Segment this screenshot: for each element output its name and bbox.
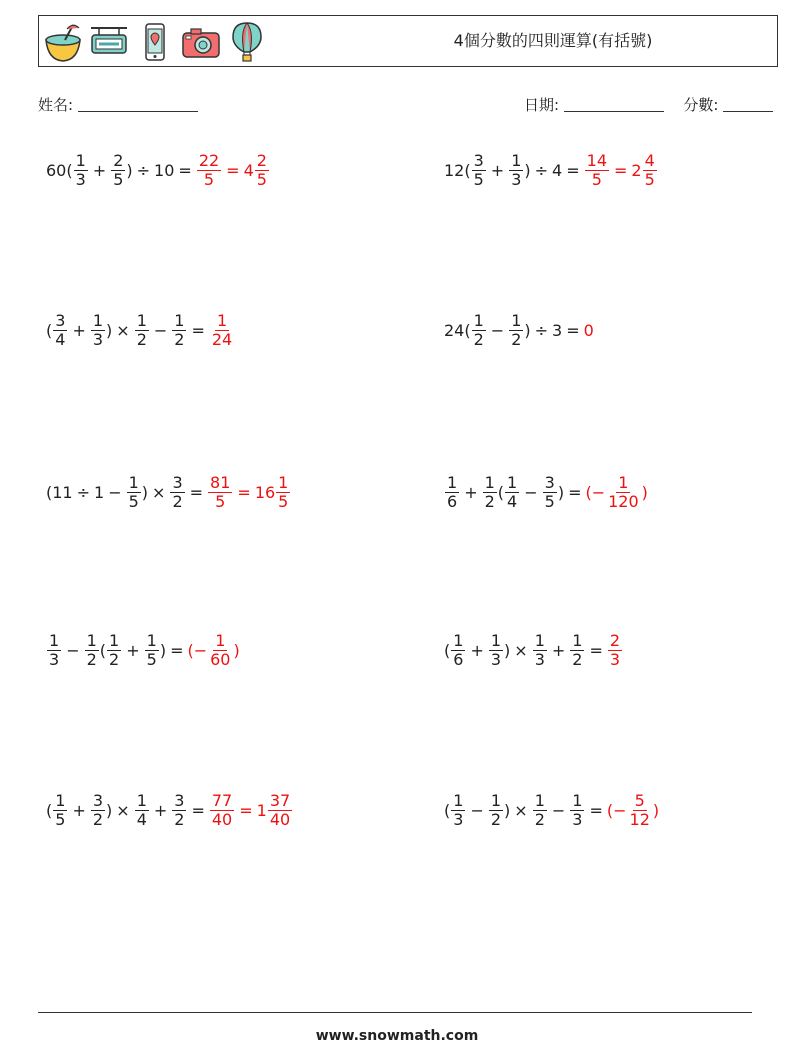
expression-text: ( — [99, 640, 107, 660]
denominator: 4 — [507, 491, 518, 511]
denominator: 5 — [278, 491, 289, 511]
denominator: 2 — [172, 491, 183, 511]
numerator: 1 — [146, 630, 157, 650]
denominator: 5 — [203, 169, 215, 189]
denominator: 5 — [113, 169, 124, 189]
hot-air-balloon-icon — [227, 20, 267, 64]
fraction — [135, 792, 149, 829]
fraction — [210, 312, 234, 349]
operator: = — [178, 160, 192, 180]
denominator: 2 — [534, 809, 545, 829]
denominator: 120 — [608, 491, 639, 511]
fraction — [107, 632, 121, 669]
operator: − — [108, 482, 122, 502]
operator: = — [589, 800, 603, 820]
header-icons — [43, 20, 267, 64]
fraction — [197, 152, 221, 189]
operator: − — [490, 320, 505, 340]
camera-icon — [181, 20, 221, 64]
numerator: 81 — [210, 472, 231, 492]
expression-text: ( — [444, 800, 451, 820]
expression-text: ( — [444, 640, 451, 660]
fraction — [210, 792, 234, 829]
fraction — [53, 792, 67, 829]
operator: = — [566, 160, 580, 180]
fraction — [276, 474, 290, 511]
numerator: 3 — [544, 472, 555, 492]
numerator: 1 — [490, 630, 502, 650]
operator: × — [152, 482, 166, 502]
denominator: 5 — [256, 169, 267, 189]
operator: × — [116, 800, 130, 820]
denominator: 2 — [174, 329, 185, 349]
fraction — [451, 632, 465, 669]
denominator: 5 — [473, 169, 484, 189]
fraction — [208, 474, 232, 511]
problem-6 — [444, 462, 648, 522]
fraction — [53, 312, 67, 349]
expression-text: ) — [524, 320, 531, 340]
problem-10 — [444, 780, 659, 840]
operator: + — [490, 160, 505, 180]
operator: = — [614, 160, 628, 180]
fraction — [509, 152, 523, 189]
fraction — [74, 152, 88, 189]
denominator: 3 — [92, 329, 104, 349]
coconut-drink-icon — [43, 20, 83, 64]
numerator: 1 — [136, 310, 147, 330]
expression-text: ) — [557, 482, 565, 502]
operator: + — [92, 160, 107, 180]
footer-divider — [38, 1012, 752, 1013]
denominator: 3 — [49, 649, 60, 669]
fraction — [489, 792, 503, 829]
numerator: 1 — [490, 790, 502, 810]
numerator: 5 — [634, 790, 645, 810]
fraction — [208, 632, 232, 669]
operator: = — [239, 800, 253, 820]
denominator: 5 — [146, 649, 157, 669]
expression-text: ) — [641, 482, 648, 502]
problem-5 — [46, 462, 291, 522]
numerator: 1 — [136, 790, 147, 810]
operator: × — [514, 800, 528, 820]
fraction — [111, 152, 125, 189]
expression-text: 4 — [243, 160, 254, 180]
fraction — [445, 474, 459, 511]
operator: = — [568, 482, 582, 502]
expression-text: ) — [504, 800, 511, 820]
problem-1 — [46, 140, 270, 200]
numerator: 1 — [572, 630, 583, 650]
denominator: 2 — [473, 329, 484, 349]
expression-text: ( — [497, 482, 505, 502]
denominator: 2 — [174, 809, 185, 829]
operator: − — [153, 320, 168, 340]
denominator: 3 — [534, 649, 545, 669]
name-label: 姓名: — [38, 96, 74, 114]
denominator: 3 — [490, 649, 502, 669]
fraction — [509, 312, 523, 349]
expression-text: ) — [126, 160, 133, 180]
denominator: 24 — [211, 329, 233, 349]
fraction — [145, 632, 159, 669]
numerator: 1 — [572, 790, 583, 810]
numerator: 1 — [278, 472, 289, 492]
numerator: 1 — [109, 630, 120, 650]
expression-text: 10 — [154, 160, 175, 180]
footer-site: www.snowmath.com — [315, 1028, 479, 1044]
numerator: 14 — [586, 150, 607, 170]
problem-8 — [444, 620, 623, 680]
date-label: 日期: — [524, 96, 560, 114]
denominator: 4 — [136, 809, 147, 829]
numerator: 1 — [453, 790, 464, 810]
denominator: 5 — [644, 169, 655, 189]
denominator: 40 — [269, 809, 291, 829]
expression-text: 1 — [256, 800, 267, 820]
fraction — [172, 312, 186, 349]
operator: ÷ — [76, 482, 91, 502]
score-label: 分數: — [683, 96, 719, 114]
expression-text: 16 — [254, 482, 276, 502]
fraction — [127, 474, 141, 511]
numerator: 1 — [75, 150, 86, 170]
fraction — [472, 312, 486, 349]
fraction — [543, 474, 557, 511]
fraction — [170, 474, 184, 511]
operator: + — [126, 640, 140, 660]
fraction — [91, 312, 105, 349]
fraction — [608, 632, 622, 669]
operator: + — [551, 640, 566, 660]
denominator: 5 — [544, 491, 555, 511]
expression-text: ( — [46, 320, 53, 340]
operator: = — [226, 160, 240, 180]
numerator: 1 — [447, 472, 458, 492]
operator: ÷ — [534, 160, 549, 180]
denominator: 3 — [609, 649, 621, 669]
operator: × — [116, 320, 130, 340]
name-field — [38, 94, 198, 115]
expression-text: 1 — [94, 482, 105, 502]
numerator: 3 — [172, 472, 183, 492]
numerator: 22 — [198, 150, 220, 170]
fraction — [47, 632, 61, 669]
operator: = — [589, 640, 603, 660]
worksheet-header — [38, 15, 778, 67]
numerator: 1 — [453, 630, 464, 650]
expression-text: 24( — [444, 320, 471, 340]
problem-2 — [444, 140, 658, 200]
expression-text: 60( — [46, 160, 73, 180]
operator: = — [170, 640, 184, 660]
numerator: 1 — [92, 310, 104, 330]
denominator: 3 — [453, 809, 464, 829]
fraction — [628, 792, 652, 829]
name-blank — [78, 97, 198, 112]
expression-text: ( — [46, 800, 53, 820]
fraction — [533, 792, 547, 829]
expression-text: ) — [106, 320, 113, 340]
expression-text: ) — [524, 160, 531, 180]
operator: = — [191, 320, 205, 340]
operator: + — [72, 800, 86, 820]
numerator: 1 — [473, 310, 484, 330]
expression-text: 12( — [444, 160, 471, 180]
fraction — [570, 632, 584, 669]
fraction — [91, 792, 105, 829]
numerator: 3 — [55, 310, 66, 330]
numerator: 77 — [211, 790, 233, 810]
expression-text: ) — [504, 640, 511, 660]
numerator: 1 — [128, 472, 139, 492]
denominator: 6 — [453, 649, 464, 669]
numerator: 1 — [55, 790, 66, 810]
numerator: 1 — [618, 472, 629, 492]
date-blank — [564, 97, 664, 112]
date-score-fields — [524, 94, 773, 115]
numerator: 1 — [216, 310, 228, 330]
operator: − — [524, 482, 538, 502]
numerator: 1 — [49, 630, 60, 650]
operator: ÷ — [136, 160, 151, 180]
fraction — [585, 152, 609, 189]
expression-text: ) — [233, 640, 240, 660]
expression-text: 0 — [583, 320, 594, 340]
numerator: 3 — [174, 790, 185, 810]
denominator: 5 — [128, 491, 139, 511]
operator: = — [237, 482, 251, 502]
denominator: 5 — [591, 169, 602, 189]
hotel-sign-icon — [89, 20, 129, 64]
denominator: 2 — [484, 491, 495, 511]
fraction — [451, 792, 465, 829]
operator: × — [514, 640, 528, 660]
numerator: 1 — [86, 630, 97, 650]
expression-text: (− — [187, 640, 208, 660]
expression-text: ) — [652, 800, 660, 820]
denominator: 3 — [572, 809, 583, 829]
problem-4 — [444, 300, 594, 360]
operator: = — [189, 482, 204, 502]
denominator: 6 — [447, 491, 458, 511]
fraction — [643, 152, 657, 189]
numerator: 3 — [473, 150, 484, 170]
denominator: 5 — [215, 491, 226, 511]
denominator: 2 — [572, 649, 583, 669]
expression-text: 2 — [631, 160, 642, 180]
fraction — [505, 474, 519, 511]
fraction — [172, 792, 186, 829]
fraction — [135, 312, 149, 349]
numerator: 1 — [534, 630, 545, 650]
expression-text: (11 — [46, 482, 73, 502]
denominator: 2 — [86, 649, 97, 669]
fraction — [268, 792, 292, 829]
expression-text: 4 — [552, 160, 563, 180]
operator: + — [72, 320, 86, 340]
numerator: 1 — [215, 630, 226, 650]
numerator: 2 — [113, 150, 124, 170]
score-blank — [723, 97, 773, 112]
fraction — [255, 152, 269, 189]
fraction — [472, 152, 486, 189]
numerator: 1 — [484, 472, 495, 492]
operator: − — [66, 640, 80, 660]
problem-3 — [46, 300, 235, 360]
operator: ÷ — [534, 320, 549, 340]
numerator: 1 — [511, 150, 522, 170]
fraction — [570, 792, 584, 829]
numerator: 3 — [92, 790, 104, 810]
problem-9 — [46, 780, 293, 840]
denominator: 5 — [55, 809, 66, 829]
page-title: 4個分數的四則運算(有括號) — [453, 31, 653, 50]
operator: = — [191, 800, 205, 820]
operator: + — [464, 482, 478, 502]
fraction — [85, 632, 99, 669]
numerator: 1 — [534, 790, 545, 810]
denominator: 12 — [629, 809, 650, 829]
operator: − — [470, 800, 484, 820]
denominator: 4 — [55, 329, 66, 349]
denominator: 3 — [75, 169, 86, 189]
denominator: 2 — [92, 809, 104, 829]
denominator: 2 — [136, 329, 147, 349]
numerator: 37 — [269, 790, 291, 810]
expression-text: (− — [606, 800, 627, 820]
expression-text: 3 — [552, 320, 563, 340]
operator: − — [551, 800, 566, 820]
fraction — [489, 632, 503, 669]
denominator: 2 — [109, 649, 120, 669]
numerator: 2 — [256, 150, 267, 170]
denominator: 3 — [511, 169, 522, 189]
problem-7 — [46, 620, 240, 680]
expression-text: ) — [141, 482, 149, 502]
numerator: 1 — [507, 472, 518, 492]
expression-text: (− — [585, 482, 606, 502]
fraction — [483, 474, 497, 511]
numerator: 2 — [609, 630, 621, 650]
operator: + — [153, 800, 168, 820]
denominator: 40 — [211, 809, 233, 829]
denominator: 2 — [511, 329, 522, 349]
numerator: 1 — [511, 310, 522, 330]
fraction — [533, 632, 547, 669]
numerator: 1 — [174, 310, 185, 330]
expression-text: ) — [106, 800, 113, 820]
expression-text: ) — [159, 640, 167, 660]
operator: + — [470, 640, 484, 660]
denominator: 2 — [490, 809, 502, 829]
phone-location-icon — [135, 20, 175, 64]
fraction — [606, 474, 641, 511]
denominator: 60 — [210, 649, 231, 669]
operator: = — [566, 320, 580, 340]
numerator: 4 — [644, 150, 655, 170]
